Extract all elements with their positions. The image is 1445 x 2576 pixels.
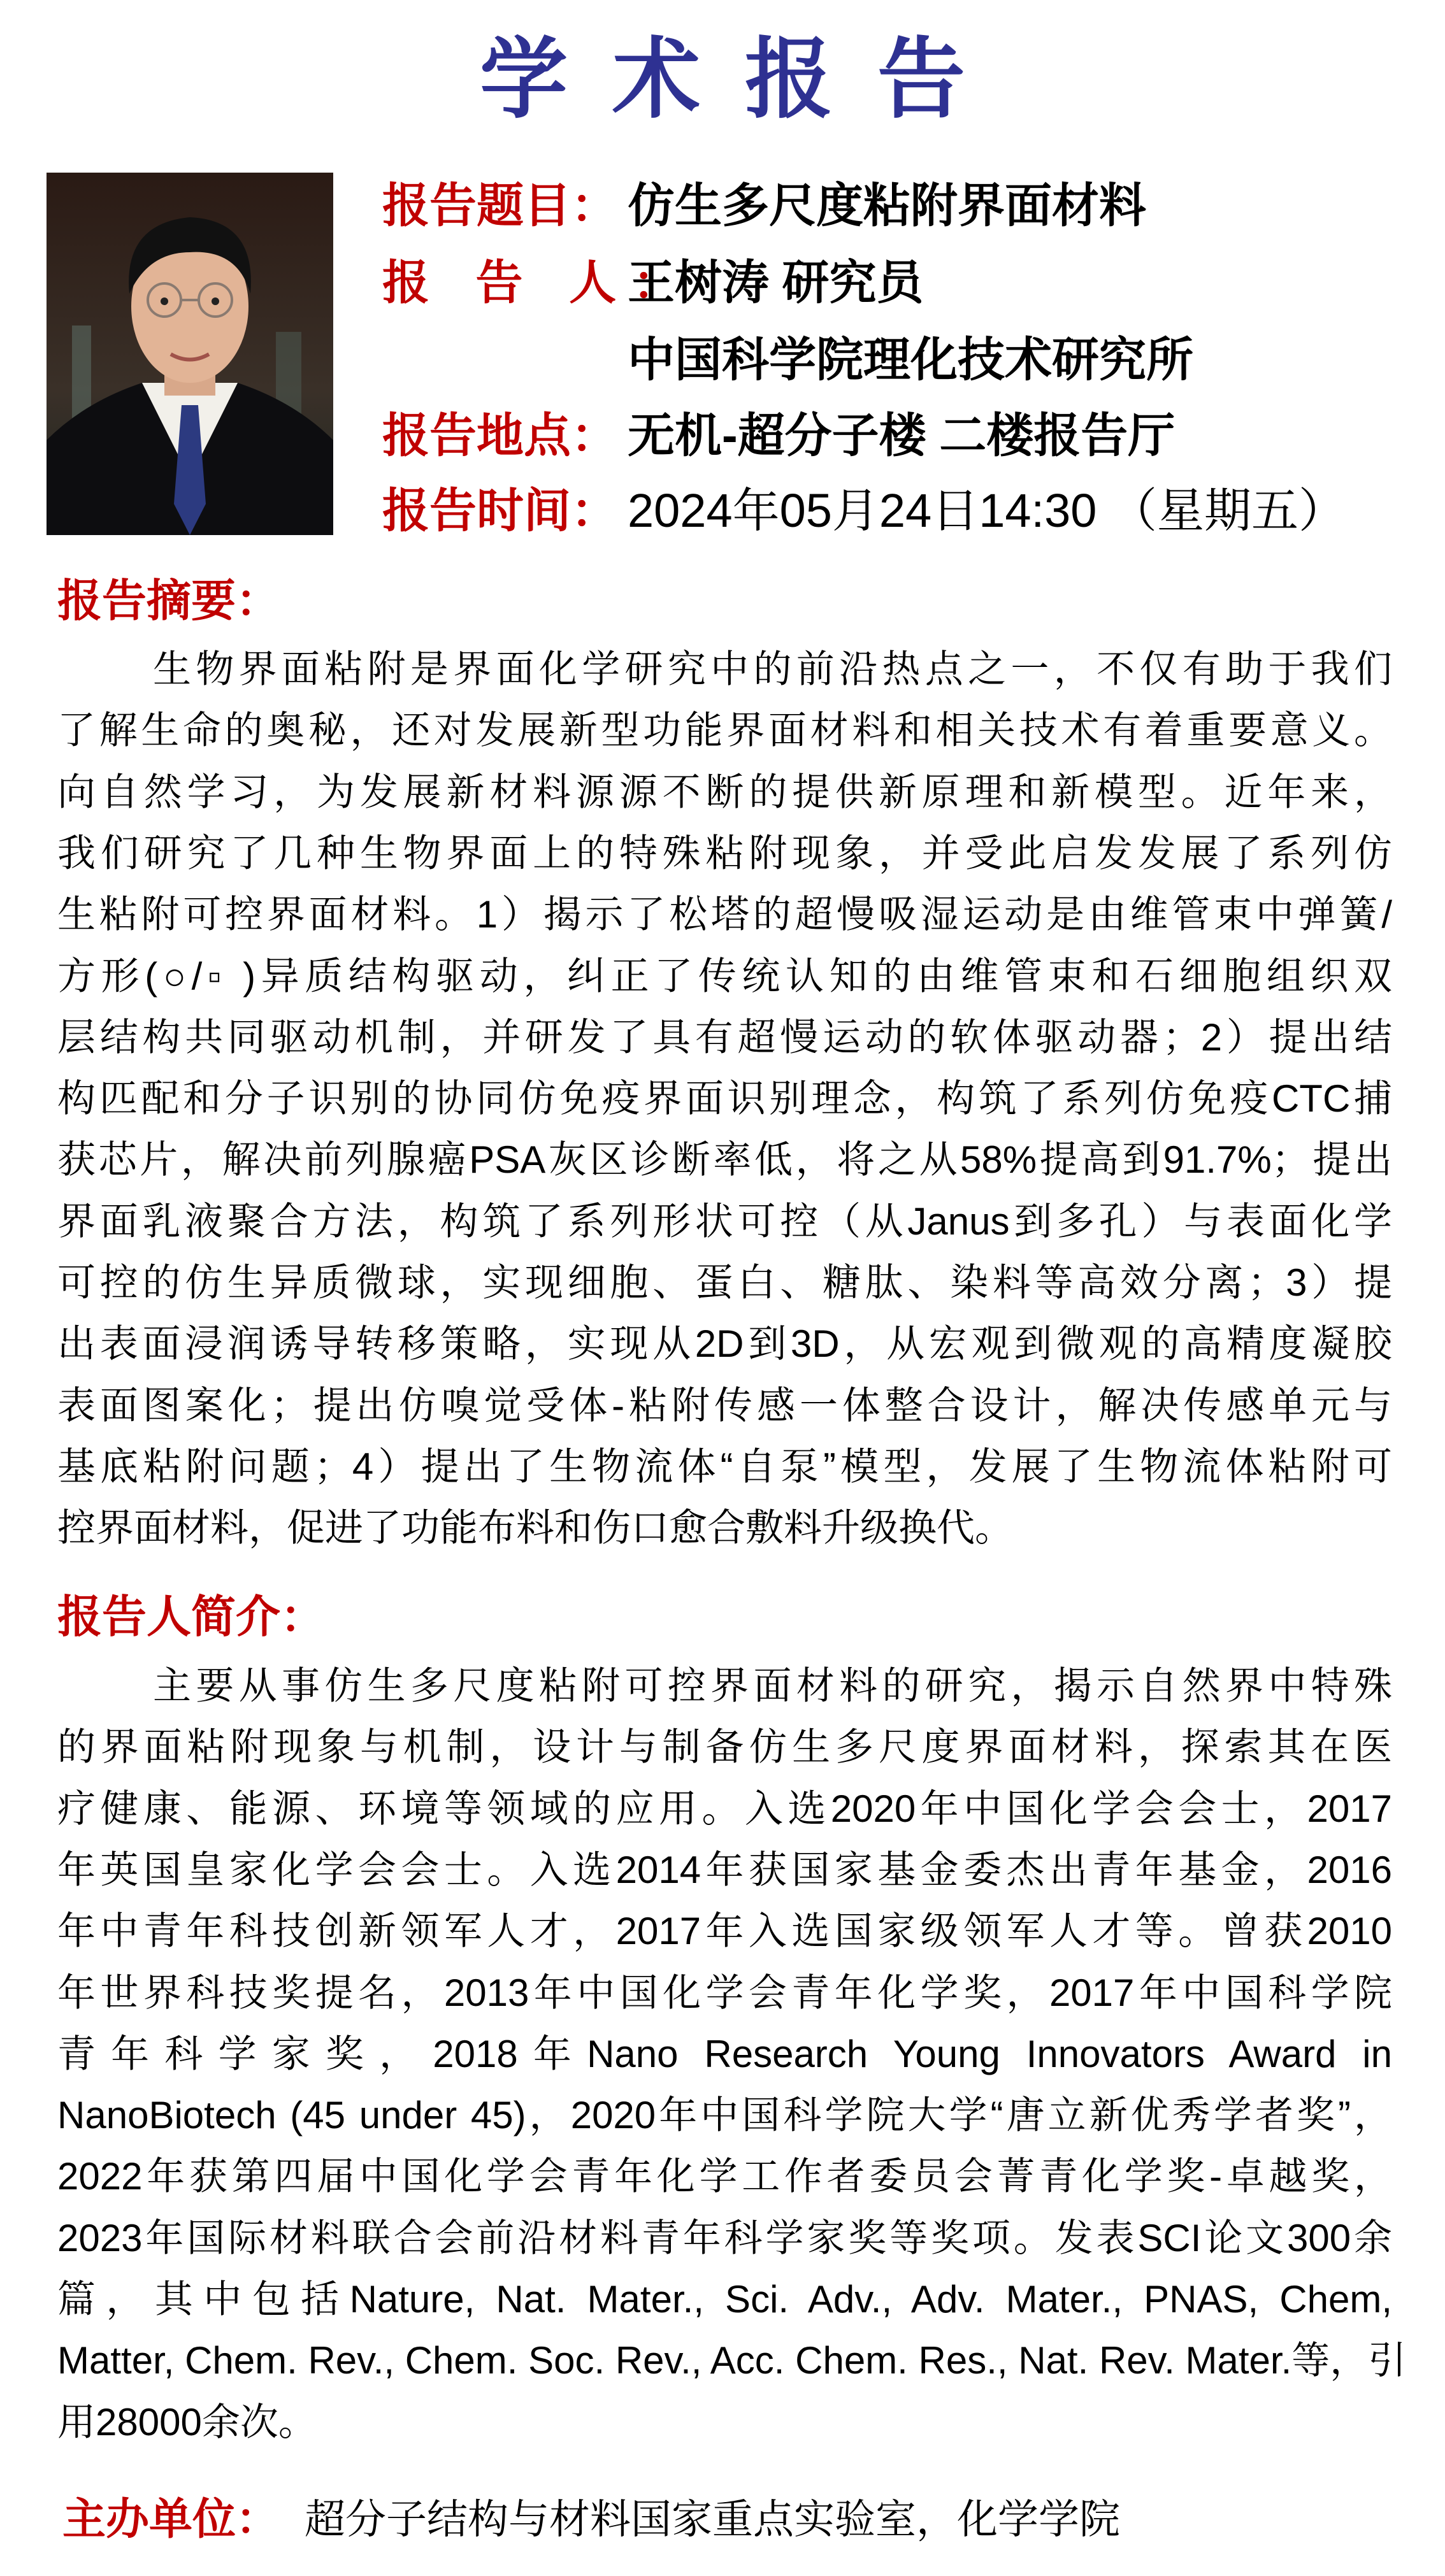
- paragraph-line: 出表面浸润诱导转移策略，实现从2D到3D，从宏观到微观的高精度凝胶: [57, 1322, 1392, 1366]
- location-label: 报告地点：: [382, 409, 618, 462]
- paragraph-line: 可控的仿生异质微球，实现细胞、蛋白、糖肽、染料等高效分离；3）提: [57, 1261, 1392, 1304]
- paragraph-line: 方形(○/▫ )异质结构驱动，纠正了传统认知的由维管束和石细胞组织双: [57, 954, 1392, 998]
- location-value: 无机-超分子楼 二楼报告厅: [628, 409, 1175, 462]
- time-label: 报告时间：: [382, 484, 618, 537]
- paragraph-line: 2023年国际材料联合会前沿材料青年科学家奖等奖项。发表SCI论文300余: [57, 2216, 1392, 2259]
- topic-value: 仿生多尺度粘附界面材料: [628, 179, 1146, 232]
- paragraph-line: 的界面粘附现象与机制，设计与制备仿生多尺度界面材料，探索其在医: [57, 1726, 1392, 1769]
- host-value: 超分子结构与材料国家重点实验室，化学学院: [305, 2496, 1120, 2542]
- paragraph-line: 青年科学家奖，2018年Nano Research Young Innovators Award in: [57, 2032, 1392, 2075]
- paragraph-line: Matter, Chem. Rev., Chem. Soc. Rev., Acc. Chem. Res., Nat. Rev. Mater.等，引: [57, 2339, 1407, 2382]
- paragraph-line: 基底粘附问题；4）提出了生物流体“自泵”模型，发展了生物流体粘附可: [57, 1445, 1392, 1488]
- paragraph-line: 篇，其中包括Nature, Nat. Mater., Sci. Adv., Adv. Mater., PNAS, Chem,: [57, 2278, 1392, 2321]
- host-label: 主办单位：: [62, 2495, 280, 2544]
- paragraph-line: 生粘附可控界面材料。1）揭示了松塔的超慢吸湿运动是由维管束中弹簧/: [57, 893, 1392, 936]
- paragraph-line: 界面乳液聚合方法，构筑了系列形状可控（从Janus到多孔）与表面化学: [57, 1199, 1392, 1243]
- paragraph-line: 了解生命的奥秘，还对发展新型功能界面材料和相关技术有着重要意义。: [57, 709, 1392, 752]
- paragraph-line: NanoBiotech (45 under 45)，2020年中国科学院大学“唐立新优秀学者奖”，: [57, 2094, 1392, 2137]
- paragraph-line: 控界面材料，促进了功能布料和伤口愈合敷料升级换代。: [57, 1506, 1013, 1550]
- paragraph-line: 生物界面粘附是界面化学研究中的前沿热点之一，不仅有助于我们: [153, 648, 1392, 691]
- paragraph-line: 用28000余次。: [57, 2400, 317, 2444]
- speaker-photo: [47, 173, 333, 535]
- paragraph-line: 疗健康、能源、环境等领域的应用。入选2020年中国化学会会士，2017: [57, 1787, 1392, 1830]
- paragraph-line: 构匹配和分子识别的协同仿免疫界面识别理念，构筑了系列仿免疫CTC捕: [57, 1077, 1392, 1120]
- paragraph-line: 年中青年科技创新领军人才，2017年入选国家级领军人才等。曾获2010: [57, 1910, 1392, 1953]
- paragraph-line: 获芯片，解决前列腺癌PSA灰区诊断率低，将之从58%提高到91.7%；提出: [57, 1138, 1392, 1182]
- affiliation-value: 中国科学院理化技术研究所: [628, 333, 1193, 386]
- speaker-value: 王树涛 研究员: [628, 256, 924, 309]
- paragraph-line: 年英国皇家化学会会士。入选2014年获国家基金委杰出青年基金，2016: [57, 1848, 1392, 1891]
- paragraph-line: 我们研究了几种生物界面上的特殊粘附现象，并受此启发发展了系列仿: [57, 831, 1392, 875]
- bio-heading: 报告人简介：: [57, 1592, 325, 1642]
- speaker-label: 报 告 人：: [382, 256, 697, 309]
- paragraph-line: 层结构共同驱动机制，并研发了具有超慢运动的软体驱动器；2）提出结: [57, 1015, 1392, 1059]
- paragraph-line: 年世界科技奖提名，2013年中国化学会青年化学奖，2017年中国科学院: [57, 1971, 1392, 2014]
- paragraph-line: 主要从事仿生多尺度粘附可控界面材料的研究，揭示自然界中特殊: [153, 1664, 1392, 1707]
- paragraph-line: 向自然学习，为发展新材料源源不断的提供新原理和新模型。近年来，: [57, 770, 1392, 813]
- paragraph-line: 表面图案化；提出仿嗅觉受体-粘附传感一体整合设计，解决传感单元与: [57, 1384, 1392, 1427]
- abstract-heading: 报告摘要：: [57, 576, 280, 626]
- host-organizer: [62, 2491, 1120, 2549]
- page-title: 学术报告: [479, 31, 1010, 129]
- paragraph-line: 2022年获第四届中国化学会青年化学工作者委员会菁青化学奖-卓越奖，: [57, 2155, 1392, 2198]
- topic-label: 报告题目：: [382, 179, 618, 232]
- time-value: 2024年05月24日14:30 （星期五）: [628, 484, 1346, 537]
